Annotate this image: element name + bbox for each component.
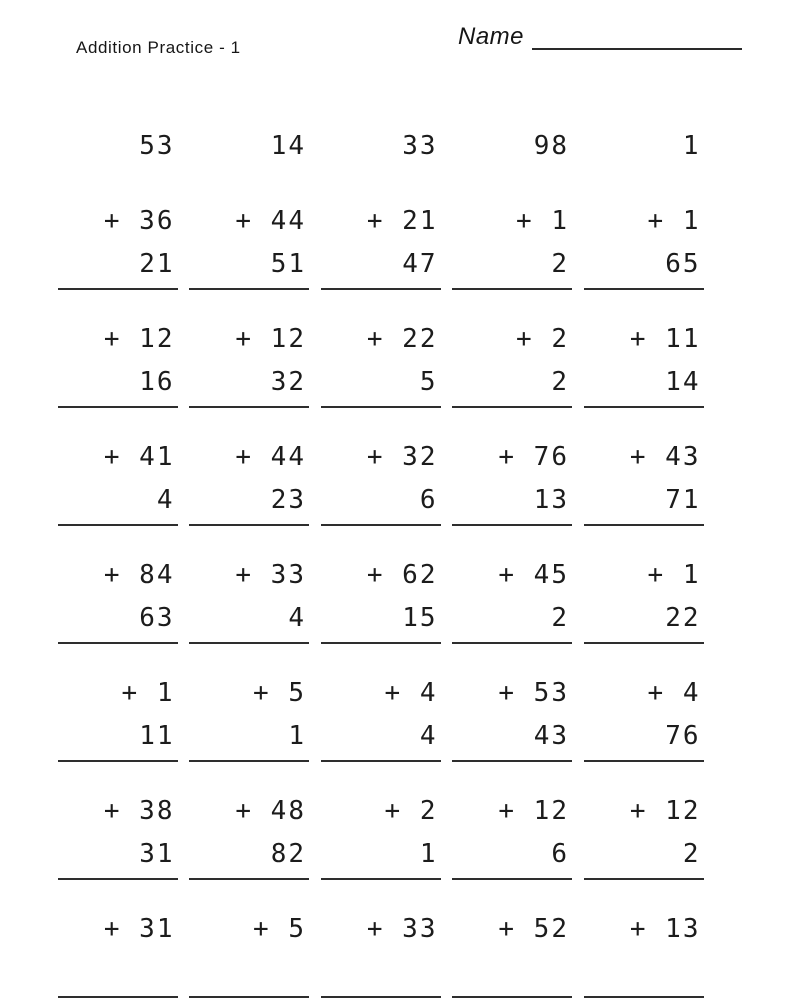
top-addend: 1 <box>682 131 701 161</box>
top-addend: 14 <box>270 131 306 161</box>
top-addend: 31 <box>139 839 175 869</box>
problem-cell <box>309 674 441 826</box>
problem-cell <box>46 320 178 472</box>
problem-cell <box>441 674 573 826</box>
problem-cell <box>178 792 310 944</box>
name-row <box>458 24 742 50</box>
top-addend: 33 <box>402 131 438 161</box>
top-addend: 1 <box>288 721 306 751</box>
top-addend: 14 <box>665 367 701 397</box>
problem-cell <box>309 320 441 472</box>
top-addend: 4 <box>156 485 175 515</box>
name-label: Name <box>458 23 525 50</box>
problem-cell <box>46 438 178 590</box>
operator-and-bottom-addend: + 62 <box>366 560 438 590</box>
operator-and-bottom-addend: + 53 <box>498 678 569 708</box>
operator-and-bottom-addend: + 48 <box>235 796 306 826</box>
problem-cell <box>572 674 704 826</box>
operator-and-bottom-addend: + 33 <box>235 560 306 590</box>
top-addend: 4 <box>419 721 438 751</box>
operator-and-bottom-addend: + 21 <box>366 206 438 236</box>
top-addend: 5 <box>419 367 438 397</box>
top-addend: 16 <box>139 367 175 397</box>
problem-cell <box>309 84 441 236</box>
top-addend: 71 <box>665 485 701 515</box>
operator-and-bottom-addend: + 5 <box>253 914 306 944</box>
top-addend: 82 <box>270 839 306 869</box>
problem-cell <box>441 202 573 354</box>
problem-cell <box>572 84 704 236</box>
top-addend: 13 <box>533 485 569 515</box>
top-addend: 6 <box>419 485 438 515</box>
operator-and-bottom-addend: + 84 <box>103 560 175 590</box>
operator-and-bottom-addend: + 44 <box>235 206 306 236</box>
problem-cell <box>46 84 178 236</box>
operator-and-bottom-addend: + 1 <box>647 560 701 590</box>
problem-cell <box>178 84 310 236</box>
problem-cell <box>572 320 704 472</box>
operator-and-bottom-addend: + 43 <box>629 442 701 472</box>
problem-cell <box>178 320 310 472</box>
problem-cell <box>46 556 178 708</box>
problem-cell <box>441 792 573 944</box>
top-addend: 53 <box>139 131 175 161</box>
problem-cell <box>309 792 441 944</box>
top-addend: 98 <box>533 131 569 161</box>
problem-cell <box>441 556 573 708</box>
operator-and-bottom-addend: + 2 <box>384 796 438 826</box>
top-addend: 47 <box>402 249 438 279</box>
top-addend: 4 <box>288 603 306 633</box>
top-addend: 51 <box>270 249 306 279</box>
addition-problem <box>584 792 704 998</box>
operator-and-bottom-addend: + 11 <box>629 324 701 354</box>
problem-cell <box>441 438 573 590</box>
problem-cell <box>178 556 310 708</box>
top-addend: 2 <box>551 249 569 279</box>
addition-problem <box>452 792 572 998</box>
operator-and-bottom-addend: + 41 <box>103 442 175 472</box>
top-addend: 43 <box>533 721 569 751</box>
operator-and-bottom-addend: + 32 <box>366 442 438 472</box>
operator-and-bottom-addend: + 2 <box>516 324 569 354</box>
problem-cell <box>572 556 704 708</box>
problem-cell <box>178 674 310 826</box>
operator-and-bottom-addend: + 12 <box>629 796 701 826</box>
operator-and-bottom-addend: + 12 <box>235 324 306 354</box>
problem-cell <box>178 438 310 590</box>
top-addend: 11 <box>139 721 175 751</box>
top-addend: 65 <box>665 249 701 279</box>
operator-and-bottom-addend: + 22 <box>366 324 438 354</box>
problem-cell <box>572 792 704 944</box>
operator-and-bottom-addend: + 1 <box>121 678 175 708</box>
operator-and-bottom-addend: + 45 <box>498 560 569 590</box>
top-addend: 2 <box>551 367 569 397</box>
operator-and-bottom-addend: + 52 <box>498 914 569 944</box>
problem-cell <box>46 674 178 826</box>
operator-and-bottom-addend: + 12 <box>498 796 569 826</box>
problem-cell <box>309 202 441 354</box>
operator-and-bottom-addend: + 13 <box>629 914 701 944</box>
top-addend: 32 <box>270 367 306 397</box>
operator-and-bottom-addend: + 5 <box>253 678 306 708</box>
top-addend: 76 <box>665 721 701 751</box>
operator-and-bottom-addend: + 44 <box>235 442 306 472</box>
top-addend: 21 <box>139 249 175 279</box>
problem-cell <box>572 438 704 590</box>
problem-cell <box>309 556 441 708</box>
top-addend: 1 <box>419 839 438 869</box>
operator-and-bottom-addend: + 1 <box>647 206 701 236</box>
addition-problem <box>189 792 309 998</box>
operator-and-bottom-addend: + 76 <box>498 442 569 472</box>
problems-grid <box>46 84 704 944</box>
top-addend: 23 <box>270 485 306 515</box>
operator-and-bottom-addend: + 12 <box>103 324 175 354</box>
problem-cell <box>46 202 178 354</box>
top-addend: 15 <box>402 603 438 633</box>
addition-problem <box>58 792 178 998</box>
operator-and-bottom-addend: + 4 <box>384 678 438 708</box>
worksheet-title: Addition Practice - 1 <box>76 38 241 57</box>
operator-and-bottom-addend: + 1 <box>516 206 569 236</box>
operator-and-bottom-addend: + 36 <box>103 206 175 236</box>
top-addend: 2 <box>682 839 701 869</box>
top-addend: 63 <box>139 603 175 633</box>
addition-problem <box>321 792 441 998</box>
problem-cell <box>572 202 704 354</box>
problem-cell <box>46 792 178 944</box>
top-addend: 6 <box>551 839 569 869</box>
top-addend: 22 <box>665 603 701 633</box>
operator-and-bottom-addend: + 38 <box>103 796 175 826</box>
top-addend: 2 <box>551 603 569 633</box>
operator-and-bottom-addend: + 33 <box>366 914 438 944</box>
operator-and-bottom-addend: + 4 <box>647 678 701 708</box>
problem-cell <box>441 320 573 472</box>
problem-cell <box>309 438 441 590</box>
operator-and-bottom-addend: + 31 <box>103 914 175 944</box>
problem-cell <box>178 202 310 354</box>
name-blank-line <box>532 26 742 50</box>
problem-cell <box>441 84 573 236</box>
